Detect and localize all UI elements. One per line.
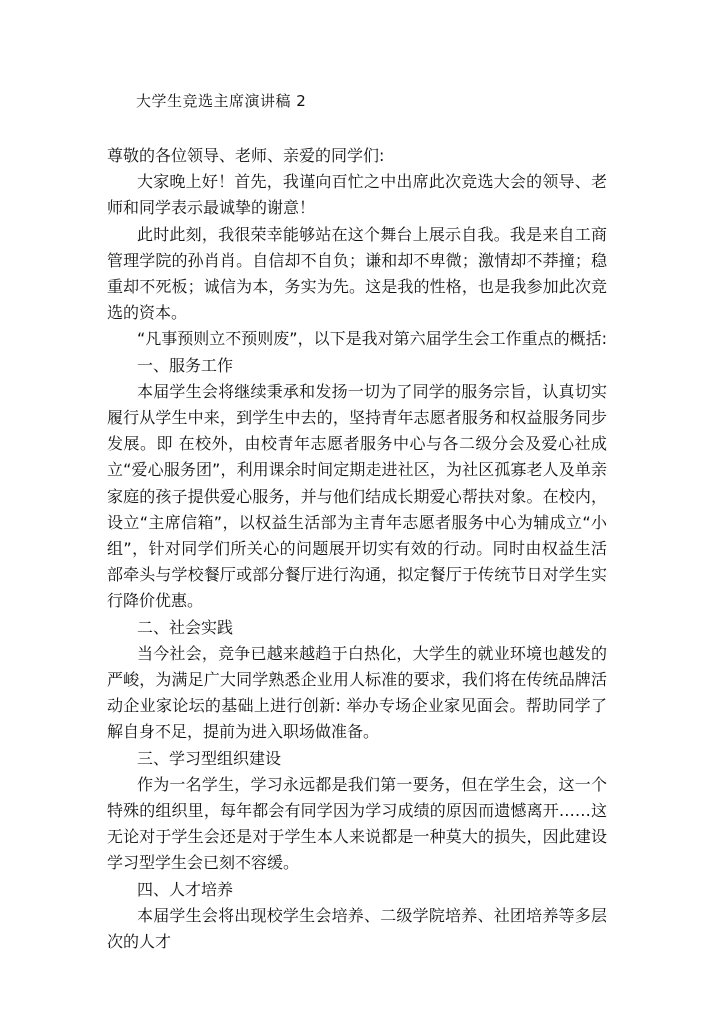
overview-paragraph: “凡事预则立不预则废”，以下是我对第六届学生会工作重点的概括:	[137, 329, 607, 349]
section-heading-practice: 二、社会实践	[137, 617, 234, 637]
document-title: 大学生竞选主席演讲稿 2	[136, 92, 307, 110]
opening-paragraph: 大家晚上好！首先，我谨向百忙之中出席此次竞选大会的领导、老师和同学表示最诚挚的谢意！	[107, 172, 607, 218]
section-heading-service: 一、服务工作	[137, 355, 234, 375]
section-heading-talent: 四、人才培养	[137, 879, 234, 899]
talent-paragraph: 本届学生会将出现校学生会培养、二级学院培养、社团培养等多层次的人才	[107, 905, 607, 952]
document-body	[107, 143, 607, 955]
self-introduction-paragraph: 此时此刻，我很荣幸能够站在这个舞台上展示自我。我是来自工商管理学院的孙肖肖。自信却不自负；谦和却不卑微；激情却不莽撞；稳重却不死板；诚信为本，务实为先。这是我的性格，也是我参加此次竞选的资本。	[107, 224, 607, 323]
greeting-paragraph: 尊敬的各位领导、老师、亲爱的同学们:	[107, 146, 385, 165]
service-paragraph: 本届学生会将继续秉承和发扬一切为了同学的服务宗旨，认真切实履行从学生中来，到学生中去的，坚持青年志愿者服务和权益服务同步发展。即 在校外，由校青年志愿者服务中心与各二级分会及爱心社成立“爱心服务团”，利用课余时间定期走进社区，为社区孤寡老人及单亲家庭的孩子提供爱心服务，并与他们结成长期爱心帮扶对象。在校内，设立“主席信箱”，以权益生活部为主青年志愿者服务中心为辅成立“小组”，针对同学们所关心的问题展开切实有效的行动。同时由权益生活部牵头与学校餐厅或部分餐厅进行沟通，拟定餐厅于传统节日对学生实行降价优惠。	[107, 381, 607, 611]
learning-paragraph: 作为一名学生，学习永远都是我们第一要务，但在学生会，这一个特殊的组织里，每年都会有同学因为学习成绩的原因而遗憾离开……这无论对于学生会还是对于学生本人来说都是一种莫大的损失，因此建设学习型学生会已刻不容缓。	[107, 774, 607, 873]
section-heading-learning: 三、学习型组织建设	[137, 748, 282, 768]
practice-paragraph: 当今社会，竞争已越来越趋于白热化，大学生的就业环境也越发的严峻，为满足广大同学熟悉企业用人标准的要求，我们将在传统品牌活动企业家论坛的基础上进行创新: 举办专场企业家见面会。帮助同学了解自身不足，提前为进入职场做准备。	[107, 643, 607, 742]
